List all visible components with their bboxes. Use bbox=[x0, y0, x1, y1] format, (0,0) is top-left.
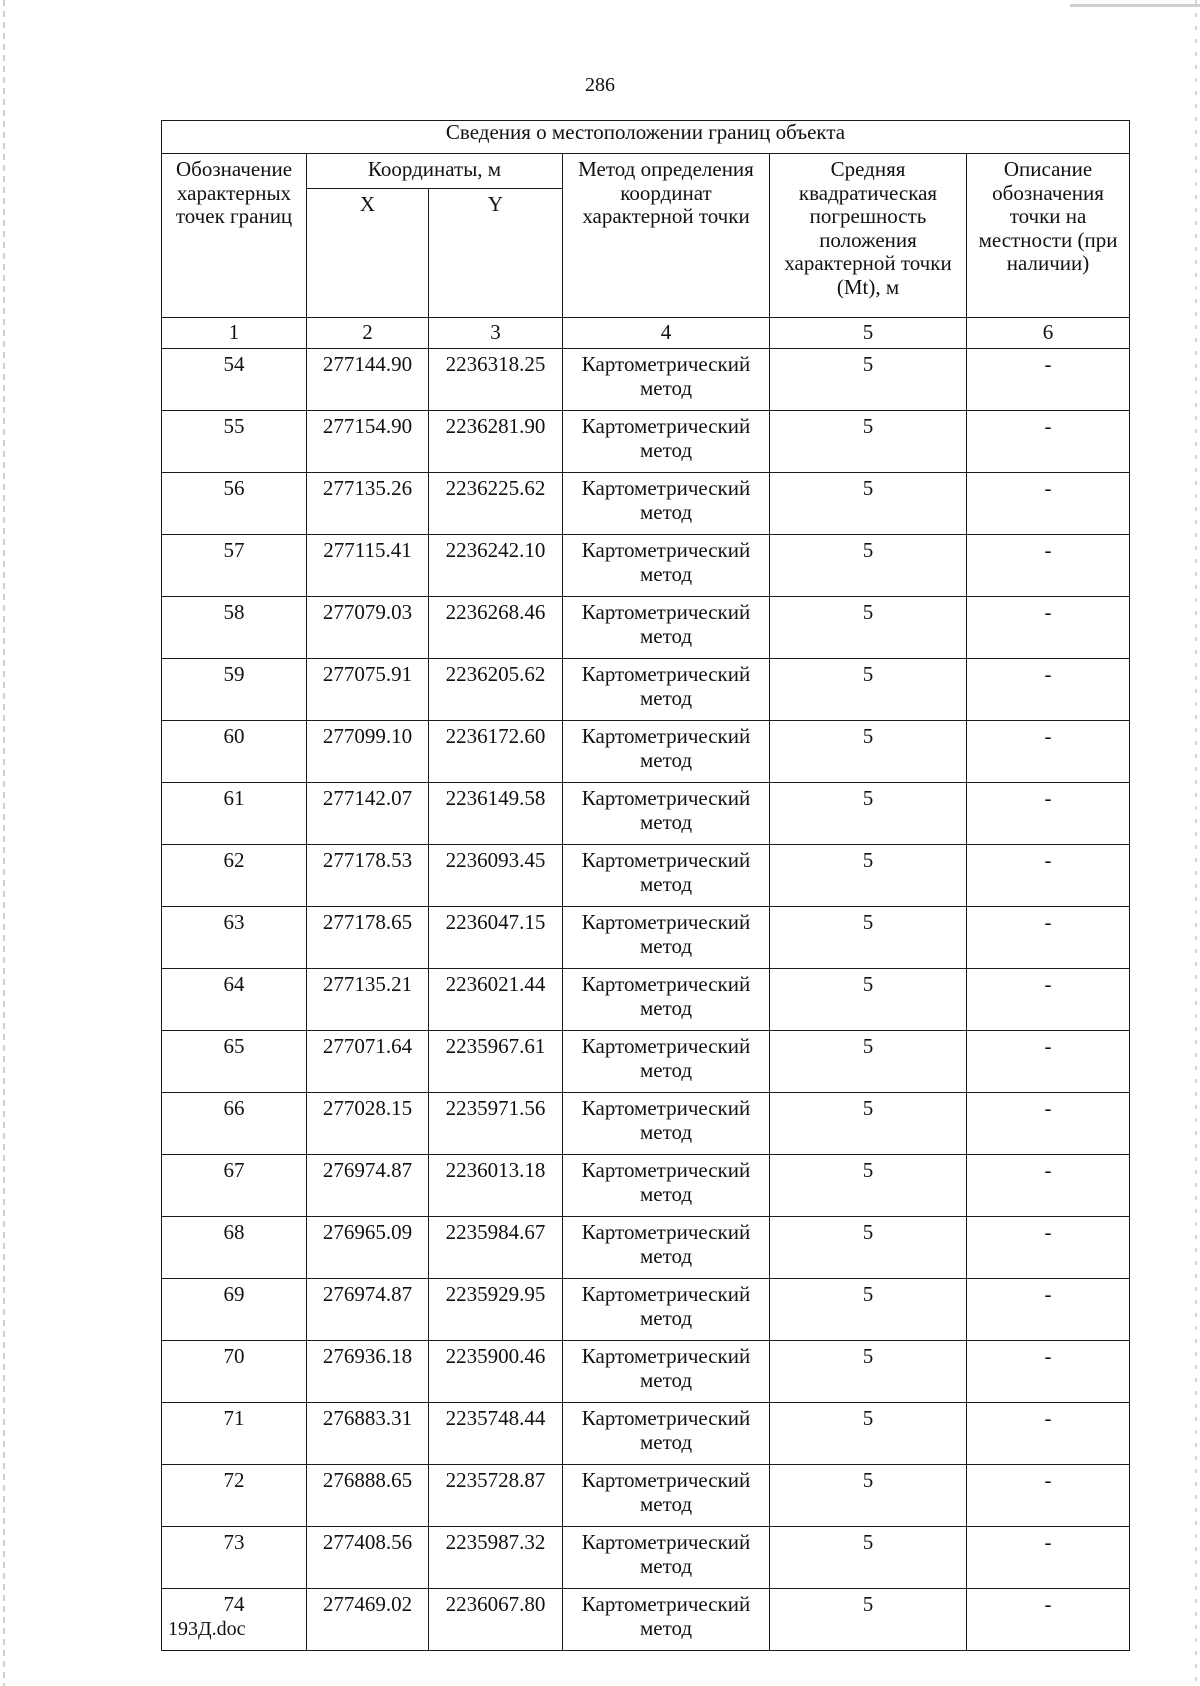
table-row bbox=[162, 1093, 1130, 1155]
cell-x: 276888.65 bbox=[307, 1465, 429, 1527]
cell-x: 277142.07 bbox=[307, 783, 429, 845]
cell-point: 72 bbox=[162, 1465, 307, 1527]
header-designation: Обозначение характерных точек границ bbox=[162, 154, 307, 318]
table-body bbox=[162, 349, 1130, 1651]
cell-description: - bbox=[967, 411, 1130, 473]
cell-point: 62 bbox=[162, 845, 307, 907]
cell-y: 2236268.46 bbox=[429, 597, 563, 659]
cell-method: Картометрический метод bbox=[563, 1403, 770, 1465]
cell-x: 277071.64 bbox=[307, 1031, 429, 1093]
table-row bbox=[162, 597, 1130, 659]
cell-point: 65 bbox=[162, 1031, 307, 1093]
table-row bbox=[162, 783, 1130, 845]
cell-y: 2235900.46 bbox=[429, 1341, 563, 1403]
cell-point: 73 bbox=[162, 1527, 307, 1589]
column-number: 2 bbox=[307, 318, 429, 349]
table-row bbox=[162, 721, 1130, 783]
column-number: 1 bbox=[162, 318, 307, 349]
cell-point: 69 bbox=[162, 1279, 307, 1341]
cell-description: - bbox=[967, 1093, 1130, 1155]
table-row bbox=[162, 1031, 1130, 1093]
page-number: 286 bbox=[585, 74, 615, 96]
cell-description: - bbox=[967, 783, 1130, 845]
cell-error: 5 bbox=[770, 659, 967, 721]
cell-description: - bbox=[967, 969, 1130, 1031]
cell-error: 5 bbox=[770, 473, 967, 535]
cell-x: 276965.09 bbox=[307, 1217, 429, 1279]
cell-method: Картометрический метод bbox=[563, 907, 770, 969]
cell-method: Картометрический метод bbox=[563, 473, 770, 535]
cell-point: 55 bbox=[162, 411, 307, 473]
header-x: X bbox=[307, 189, 429, 318]
cell-description: - bbox=[967, 659, 1130, 721]
table-caption: Сведения о местоположении границ объекта bbox=[162, 121, 1130, 154]
cell-description: - bbox=[967, 845, 1130, 907]
table-row bbox=[162, 1217, 1130, 1279]
cell-point: 64 bbox=[162, 969, 307, 1031]
cell-description: - bbox=[967, 1403, 1130, 1465]
cell-method: Картометрический метод bbox=[563, 535, 770, 597]
column-number: 5 bbox=[770, 318, 967, 349]
column-number: 4 bbox=[563, 318, 770, 349]
cell-error: 5 bbox=[770, 1465, 967, 1527]
cell-point: 61 bbox=[162, 783, 307, 845]
cell-point: 58 bbox=[162, 597, 307, 659]
cell-error: 5 bbox=[770, 969, 967, 1031]
cell-x: 276883.31 bbox=[307, 1403, 429, 1465]
cell-description: - bbox=[967, 1465, 1130, 1527]
cell-method: Картометрический метод bbox=[563, 411, 770, 473]
cell-method: Картометрический метод bbox=[563, 1093, 770, 1155]
cell-error: 5 bbox=[770, 535, 967, 597]
cell-y: 2236281.90 bbox=[429, 411, 563, 473]
cell-x: 277154.90 bbox=[307, 411, 429, 473]
cell-x: 276936.18 bbox=[307, 1341, 429, 1403]
cell-x: 277469.02 bbox=[307, 1589, 429, 1651]
cell-description: - bbox=[967, 721, 1130, 783]
cell-point: 67 bbox=[162, 1155, 307, 1217]
cell-error: 5 bbox=[770, 845, 967, 907]
cell-error: 5 bbox=[770, 907, 967, 969]
table-row bbox=[162, 659, 1130, 721]
cell-y: 2236172.60 bbox=[429, 721, 563, 783]
cell-error: 5 bbox=[770, 1155, 967, 1217]
header-error: Средняя квадратическая погрешность положения характерной точки (Mt), м bbox=[770, 154, 967, 318]
cell-y: 2236093.45 bbox=[429, 845, 563, 907]
header-coordinates: Координаты, м bbox=[307, 154, 563, 189]
cell-x: 277075.91 bbox=[307, 659, 429, 721]
cell-description: - bbox=[967, 907, 1130, 969]
cell-y: 2235728.87 bbox=[429, 1465, 563, 1527]
cell-description: - bbox=[967, 597, 1130, 659]
cell-method: Картометрический метод bbox=[563, 1031, 770, 1093]
table-row bbox=[162, 535, 1130, 597]
cell-y: 2236067.80 bbox=[429, 1589, 563, 1651]
cell-method: Картометрический метод bbox=[563, 597, 770, 659]
cell-error: 5 bbox=[770, 1403, 967, 1465]
cell-x: 277135.21 bbox=[307, 969, 429, 1031]
cell-y: 2235987.32 bbox=[429, 1527, 563, 1589]
scan-edge-left bbox=[3, 0, 5, 1686]
table-row bbox=[162, 1527, 1130, 1589]
column-number: 6 bbox=[967, 318, 1130, 349]
cell-point: 74 bbox=[162, 1589, 307, 1651]
cell-point: 71 bbox=[162, 1403, 307, 1465]
cell-error: 5 bbox=[770, 783, 967, 845]
cell-error: 5 bbox=[770, 1031, 967, 1093]
table-row bbox=[162, 411, 1130, 473]
cell-point: 66 bbox=[162, 1093, 307, 1155]
cell-point: 63 bbox=[162, 907, 307, 969]
cell-x: 277135.26 bbox=[307, 473, 429, 535]
cell-y: 2236013.18 bbox=[429, 1155, 563, 1217]
cell-x: 277079.03 bbox=[307, 597, 429, 659]
cell-method: Картометрический метод bbox=[563, 721, 770, 783]
cell-point: 56 bbox=[162, 473, 307, 535]
table-row bbox=[162, 1155, 1130, 1217]
cell-x: 277028.15 bbox=[307, 1093, 429, 1155]
cell-error: 5 bbox=[770, 411, 967, 473]
cell-method: Картометрический метод bbox=[563, 1589, 770, 1651]
cell-y: 2236205.62 bbox=[429, 659, 563, 721]
cell-method: Картометрический метод bbox=[563, 349, 770, 411]
table-row bbox=[162, 1465, 1130, 1527]
cell-x: 276974.87 bbox=[307, 1155, 429, 1217]
cell-method: Картометрический метод bbox=[563, 845, 770, 907]
cell-error: 5 bbox=[770, 1279, 967, 1341]
cell-x: 277144.90 bbox=[307, 349, 429, 411]
cell-method: Картометрический метод bbox=[563, 1465, 770, 1527]
cell-y: 2236047.15 bbox=[429, 907, 563, 969]
cell-point: 70 bbox=[162, 1341, 307, 1403]
cell-y: 2235748.44 bbox=[429, 1403, 563, 1465]
footer-filename: 193Д.doc bbox=[168, 1618, 246, 1640]
cell-x: 277099.10 bbox=[307, 721, 429, 783]
cell-description: - bbox=[967, 1527, 1130, 1589]
cell-error: 5 bbox=[770, 597, 967, 659]
cell-point: 57 bbox=[162, 535, 307, 597]
cell-description: - bbox=[967, 535, 1130, 597]
cell-x: 277408.56 bbox=[307, 1527, 429, 1589]
cell-error: 5 bbox=[770, 1589, 967, 1651]
cell-point: 68 bbox=[162, 1217, 307, 1279]
table-row bbox=[162, 1341, 1130, 1403]
cell-y: 2236149.58 bbox=[429, 783, 563, 845]
cell-y: 2235984.67 bbox=[429, 1217, 563, 1279]
header-method: Метод определения координат характерной точки bbox=[563, 154, 770, 318]
boundary-coordinates-table bbox=[161, 120, 1130, 1651]
header-y: Y bbox=[429, 189, 563, 318]
cell-method: Картометрический метод bbox=[563, 1341, 770, 1403]
cell-method: Картометрический метод bbox=[563, 1279, 770, 1341]
cell-description: - bbox=[967, 1279, 1130, 1341]
cell-description: - bbox=[967, 1155, 1130, 1217]
cell-point: 54 bbox=[162, 349, 307, 411]
cell-method: Картометрический метод bbox=[563, 1155, 770, 1217]
cell-error: 5 bbox=[770, 1527, 967, 1589]
cell-description: - bbox=[967, 1341, 1130, 1403]
table-row bbox=[162, 473, 1130, 535]
cell-description: - bbox=[967, 1217, 1130, 1279]
table-row bbox=[162, 1403, 1130, 1465]
cell-method: Картометрический метод bbox=[563, 1217, 770, 1279]
scan-mark-top bbox=[1070, 4, 1200, 7]
cell-description: - bbox=[967, 1031, 1130, 1093]
cell-y: 2235929.95 bbox=[429, 1279, 563, 1341]
cell-x: 277178.65 bbox=[307, 907, 429, 969]
cell-x: 276974.87 bbox=[307, 1279, 429, 1341]
table-row bbox=[162, 907, 1130, 969]
cell-x: 277115.41 bbox=[307, 535, 429, 597]
table-row bbox=[162, 969, 1130, 1031]
column-number: 3 bbox=[429, 318, 563, 349]
table-row bbox=[162, 845, 1130, 907]
cell-y: 2235967.61 bbox=[429, 1031, 563, 1093]
cell-description: - bbox=[967, 349, 1130, 411]
cell-y: 2236225.62 bbox=[429, 473, 563, 535]
cell-x: 277178.53 bbox=[307, 845, 429, 907]
cell-method: Картометрический метод bbox=[563, 969, 770, 1031]
cell-error: 5 bbox=[770, 1093, 967, 1155]
scan-edge-right bbox=[1195, 0, 1197, 1686]
cell-y: 2236318.25 bbox=[429, 349, 563, 411]
cell-point: 59 bbox=[162, 659, 307, 721]
cell-error: 5 bbox=[770, 349, 967, 411]
cell-error: 5 bbox=[770, 721, 967, 783]
cell-method: Картометрический метод bbox=[563, 783, 770, 845]
table-row bbox=[162, 1279, 1130, 1341]
header-description: Описание обозначения точки на местности (при наличии) bbox=[967, 154, 1130, 318]
cell-description: - bbox=[967, 1589, 1130, 1651]
table-row bbox=[162, 1589, 1130, 1651]
cell-error: 5 bbox=[770, 1341, 967, 1403]
table-row bbox=[162, 349, 1130, 411]
cell-error: 5 bbox=[770, 1217, 967, 1279]
cell-point: 60 bbox=[162, 721, 307, 783]
cell-y: 2236021.44 bbox=[429, 969, 563, 1031]
cell-description: - bbox=[967, 473, 1130, 535]
cell-y: 2236242.10 bbox=[429, 535, 563, 597]
cell-y: 2235971.56 bbox=[429, 1093, 563, 1155]
cell-method: Картометрический метод bbox=[563, 659, 770, 721]
cell-method: Картометрический метод bbox=[563, 1527, 770, 1589]
